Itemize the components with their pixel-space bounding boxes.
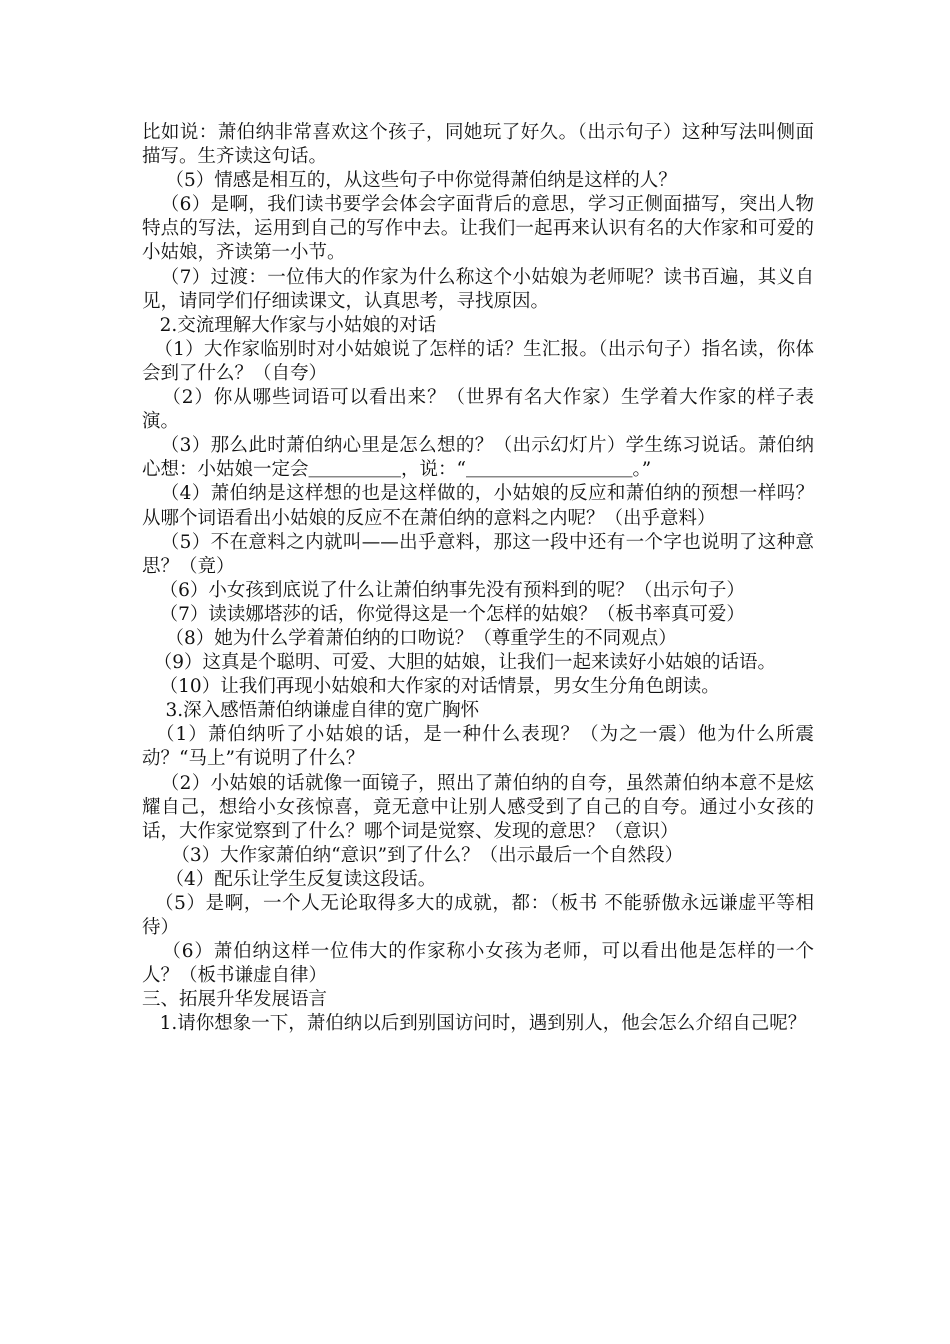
paragraph-19: （3）大作家萧伯纳“意识”到了什么？（出示最后一个自然段） [142, 844, 684, 866]
section-heading-2: 2.交流理解大作家与小姑娘的对话 [142, 314, 437, 336]
paragraph-3: （6）是啊，我们读书要学会体会字面背后的意思，学习正侧面描写，突出人物特点的写法，运用到自己的写作中去。让我们一起再来认识有名的大作家和可爱的小姑娘，齐读第一小节。 [142, 194, 814, 264]
paragraph-1: 比如说：萧伯纳非常喜欢这个孩子，同她玩了好久。（出示句子）这种写法叫侧面描写。生齐读这句话。 [142, 122, 814, 168]
paragraph-18: （2）小姑娘的话就像一面镜子，照出了萧伯纳的自夸，虽然萧伯纳本意不是炫耀自己，想给小女孩惊喜，竟无意中让别人感受到了自己的自夸。通过小女孩的话，大作家觉察到了什么？哪个词是觉察、发现的意思？（意识） [142, 772, 814, 842]
paragraph-4: （7）过渡：一位伟大的作家为什么称这个小姑娘为老师呢？读书百遍，其义自见，请同学们仔细读课文，认真思考，寻找原因。 [142, 266, 814, 312]
paragraph-12: （7）读读娜塔莎的话，你觉得这是一个怎样的姑娘？（板书率真可爱） [142, 603, 745, 625]
document-body [142, 121, 814, 1037]
chapter-heading-3: 三、拓展升华发展语言 [142, 989, 328, 1011]
paragraph-20: （4）配乐让学生反复读这段话。 [142, 868, 437, 890]
paragraph-2: （5）情感是相互的，从这些句子中你觉得萧伯纳是这样的人？ [142, 170, 677, 192]
paragraph-6: （1）大作家临别时对小姑娘说了怎样的话？生汇报。（出示句子）指名读，你体会到了什么？（自夸） [142, 338, 815, 384]
paragraph-15: （10）让我们再现小姑娘和大作家的对话情景，男女生分角色朗读。 [142, 676, 720, 698]
paragraph-7: （2）你从哪些词语可以看出来？（世界有名大作家）生学着大作家的样子表演。 [142, 387, 814, 433]
section-heading-3: 3.深入感悟萧伯纳谦虚自律的宽广胸怀 [142, 700, 480, 722]
paragraph-21: （5）是啊，一个人无论取得多大的成就，都：（板书 不能骄傲永远谦虚平等相待） [142, 893, 814, 939]
paragraph-14: （9）这真是个聪明、可爱、大胆的姑娘，让我们一起来读好小姑娘的话语。 [142, 652, 777, 674]
paragraph-22: （6）萧伯纳这样一位伟大的作家称小女孩为老师，可以看出他是怎样的一个人？（板书谦虚自律） [142, 941, 814, 987]
paragraph-8: （3）那么此时萧伯纳心里是怎么想的？（出示幻灯片）学生练习说话。萧伯纳心想：小姑娘一定会＿＿＿＿＿，说：“＿＿＿＿＿＿＿＿＿。” [142, 435, 814, 481]
paragraph-17: （1）萧伯纳听了小姑娘的话，是一种什么表现？（为之一震）他为什么所震动？“马上”有说明了什么？ [142, 724, 814, 770]
paragraph-13: （8）她为什么学着萧伯纳的口吻说？（尊重学生的不同观点） [142, 627, 677, 649]
paragraph-11: （6）小女孩到底说了什么让萧伯纳事先没有预料到的呢？（出示句子） [142, 579, 745, 601]
paragraph-24: 1.请你想象一下，萧伯纳以后到别国访问时，遇到别人，他会怎么介绍自己呢？ [142, 1013, 807, 1035]
paragraph-10: （5）不在意料之内就叫——出乎意料，那这一段中还有一个字也说明了这种意思？（竟） [142, 531, 814, 577]
paragraph-9: （4）萧伯纳是这样想的也是这样做的，小姑娘的反应和萧伯纳的预想一样吗？从哪个词语看出小姑娘的反应不在萧伯纳的意料之内呢？（出乎意料） [142, 483, 814, 529]
